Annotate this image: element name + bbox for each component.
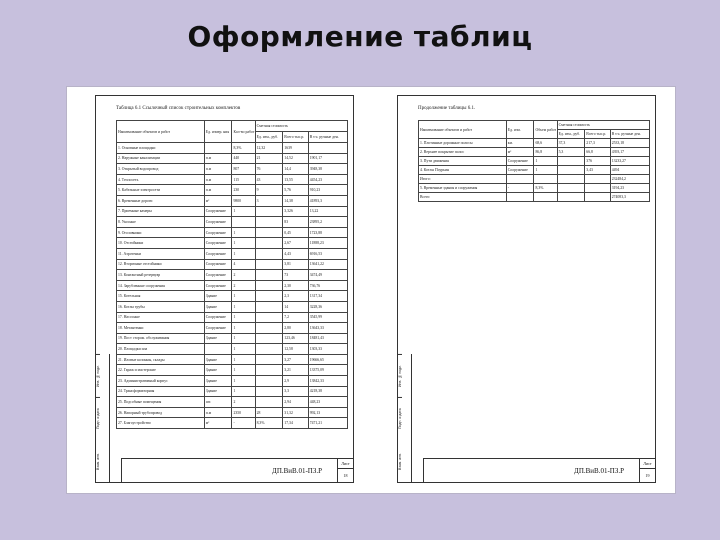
table-cell: [255, 301, 283, 312]
column-subheader: В т.ч. ручные ден.: [610, 130, 649, 139]
table-cell: 232484,2: [610, 175, 649, 184]
sheet-number-box: [639, 459, 655, 482]
table-row: [117, 344, 348, 355]
column-header: Сметная стоимость: [557, 121, 649, 130]
table-cell: 1: [232, 365, 255, 376]
table-cell: [255, 217, 283, 228]
table-cell: 8. Укосные: [117, 217, 205, 228]
table-row: [117, 238, 348, 249]
table-cell: [204, 143, 232, 154]
table-cell: [255, 280, 283, 291]
column-subheader: Ед. изм., руб.: [557, 130, 585, 139]
table-cell: м²: [204, 195, 232, 206]
table-cell: 12. Вторичные отстойники: [117, 259, 205, 270]
table-row: [117, 153, 348, 164]
column-header: Ед. изм.: [506, 121, 534, 139]
table-cell: 1901,17: [308, 153, 347, 164]
table-cell: 41893,3: [308, 195, 347, 206]
table-cell: Итого:: [419, 175, 507, 184]
margin-label: Взам. инв.: [398, 452, 402, 470]
table-cell: 1: [232, 323, 255, 334]
table-row: [117, 418, 348, 429]
table-cell: 23895,2: [308, 217, 347, 228]
table-cell: 4. Котлы Поурьин: [419, 166, 507, 175]
table-cell: 3474,49: [308, 270, 347, 281]
table-cell: [255, 248, 283, 259]
table-row: [117, 270, 348, 281]
table-cell: 1: [232, 291, 255, 302]
table-cell: 8,3%: [232, 143, 255, 154]
table-cell: 13,55: [283, 174, 308, 185]
table-cell: 8,3%: [534, 184, 557, 193]
table-cell: 274083,3: [610, 193, 649, 202]
table-row: [117, 354, 348, 365]
table-header-row: [419, 121, 650, 130]
table-cell: 1: [232, 386, 255, 397]
table-cell: 8,3%: [255, 418, 283, 429]
table-cell: 25. Подсобные помещения: [117, 397, 205, 408]
table-cell: 6916,53: [308, 248, 347, 259]
table-row: [117, 248, 348, 259]
table-cell: 13641,22: [308, 259, 347, 270]
table-cell: 4393,17: [610, 148, 649, 157]
table-row: [419, 148, 650, 157]
table-cell: 17. Насосные: [117, 312, 205, 323]
table-row: [117, 206, 348, 217]
table-cell: 2350: [232, 407, 255, 418]
table-cell: [585, 184, 610, 193]
table-cell: 83: [283, 217, 308, 228]
table-cell: [255, 312, 283, 323]
table-cell: [506, 175, 534, 184]
table-cell: 7. Приемные камеры: [117, 206, 205, 217]
table-cell: 3,43: [585, 166, 610, 175]
table-cell: Здание: [204, 301, 232, 312]
table-cell: [534, 193, 557, 202]
column-subheader: Всего тыс.р.: [585, 130, 610, 139]
table-cell: [255, 270, 283, 281]
title-block: [423, 458, 655, 482]
table-cell: п.м: [204, 153, 232, 164]
table-cell: 26. Напорный трубопровод: [117, 407, 205, 418]
table-cell: 76: [255, 164, 283, 175]
table-row: [419, 175, 650, 184]
table-cell: 66,8: [585, 148, 610, 157]
table-cell: 2: [232, 270, 255, 281]
table-cell: 1: [232, 301, 255, 312]
table-cell: [255, 323, 283, 334]
table-cell: 9: [255, 185, 283, 196]
table-cell: Сооружение: [506, 166, 534, 175]
table-cell: 9800: [232, 195, 255, 206]
table-cell: 9. Оголовники: [117, 227, 205, 238]
table-row: [117, 227, 348, 238]
table-header-row: [117, 121, 348, 132]
table-row: [419, 139, 650, 148]
table-cell: 43: [255, 174, 283, 185]
column-header: Наименование объектов и работ: [419, 121, 507, 139]
table-cell: 807: [232, 164, 255, 175]
table-cell: [232, 217, 255, 228]
column-header: Ед. измер. ния: [204, 121, 232, 143]
table-row: [117, 397, 348, 408]
table-cell: 12,58: [283, 344, 308, 355]
table-row: [419, 157, 650, 166]
table-cell: [557, 184, 585, 193]
table-cell: 19. Пост сторож. обслуживания: [117, 333, 205, 344]
table-cell: 3948,38: [308, 164, 347, 175]
table-cell: 1: [232, 354, 255, 365]
table-cell: 5,3: [557, 148, 585, 157]
table-cell: 3. Открытый водопровод: [117, 164, 205, 175]
table-cell: [255, 227, 283, 238]
table-cell: 31,32: [283, 407, 308, 418]
table-row: [117, 323, 348, 334]
table-cell: 2,67: [283, 238, 308, 249]
table-cell: Здание: [204, 376, 232, 387]
table-cell: -: [506, 184, 534, 193]
table-cell: [255, 259, 283, 270]
table-row: [117, 164, 348, 175]
sheet-number: 19: [645, 473, 650, 478]
table-cell: 217,3: [585, 139, 610, 148]
table-cell: [255, 397, 283, 408]
column-header: Сметная стоимость: [255, 121, 347, 132]
table-cell: [557, 193, 585, 202]
table-cell: 28: [255, 407, 283, 418]
table-cell: 3,3: [283, 386, 308, 397]
table-row: [117, 185, 348, 196]
table-cell: [255, 344, 283, 355]
table-cell: 18. Метантенки: [117, 323, 205, 334]
table-cell: 14,4: [283, 164, 308, 175]
margin-label: Инв. № подл.: [398, 354, 402, 397]
table-cell: 910,23: [308, 185, 347, 196]
table-cell: 21: [255, 153, 283, 164]
table-cell: Сооружение: [204, 227, 232, 238]
table-cell: 6. Временные дороги: [117, 195, 205, 206]
table-row: [117, 291, 348, 302]
table-cell: Всего:: [419, 193, 507, 202]
table-cell: 2,30: [283, 280, 308, 291]
table-cell: шт.: [204, 397, 232, 408]
table-cell: 736,76: [308, 280, 347, 291]
table-cell: [204, 344, 232, 355]
table-cell: 115: [232, 174, 255, 185]
table-cell: км.: [506, 139, 534, 148]
table-cell: Сооружение: [204, 248, 232, 259]
table-cell: 16. Котлы трубы: [117, 301, 205, 312]
sheet-number: 18: [343, 473, 348, 478]
margin-label: Инв. № подл.: [96, 354, 100, 397]
sheet-label: Лист: [338, 459, 353, 469]
column-header: Кол-во работ: [232, 121, 255, 143]
table-cell: 1317,34: [308, 291, 347, 302]
table-cell: [255, 238, 283, 249]
table-cell: [308, 143, 347, 154]
table-row: [117, 143, 348, 154]
table-cell: 2. Наружные канализации: [117, 153, 205, 164]
table-cell: 13. Контактный резервуар: [117, 270, 205, 281]
table-cell: 1. Основные площадки: [117, 143, 205, 154]
table-cell: 1: [232, 227, 255, 238]
table-cell: Сооружение: [204, 280, 232, 291]
table-cell: 1. Плотинные дорожные полосы: [419, 139, 507, 148]
table-cell: 7471,21: [308, 418, 347, 429]
table-cell: 5,76: [283, 185, 308, 196]
table-cell: Здание: [204, 386, 232, 397]
table-cell: Сооружение: [204, 323, 232, 334]
table-cell: Сооружение: [204, 312, 232, 323]
sheet-number-box: [337, 459, 353, 482]
table-row: [117, 259, 348, 270]
table-cell: 12,32: [255, 143, 283, 154]
table-cell: Здание: [204, 291, 232, 302]
table-cell: 4218,38: [308, 386, 347, 397]
table-cell: 3,27: [283, 354, 308, 365]
table-caption: Таблица 6.1 Ссылочный список строительных комплектов: [116, 106, 241, 111]
column-header: Объем работ: [534, 121, 557, 139]
table-cell: 3194,23: [610, 184, 649, 193]
document-code: ДП.ВиВ.01-ПЗ.Р: [272, 466, 322, 475]
table-cell: [255, 333, 283, 344]
table-cell: 1: [232, 376, 255, 387]
table-cell: м²: [506, 148, 534, 157]
table-cell: [255, 386, 283, 397]
right-sheet: [397, 95, 656, 483]
table-cell: 3228,36: [308, 301, 347, 312]
table-cell: Сооружение: [204, 270, 232, 281]
document-board: [66, 86, 676, 494]
table-cell: [255, 291, 283, 302]
table-cell: 24. Трансформаторная: [117, 386, 205, 397]
table-cell: 5. Временные здания и сооружения: [419, 184, 507, 193]
slide-title: Оформление таблиц: [187, 20, 533, 53]
table-row: [419, 193, 650, 202]
table-cell: 1: [232, 344, 255, 355]
table-cell: 1: [232, 238, 255, 249]
table-cell: 21. Иловые колонны, склады: [117, 354, 205, 365]
table-cell: 4: [232, 259, 255, 270]
table-cell: 5. Кабельные электросети: [117, 185, 205, 196]
table-cell: 13842,33: [308, 376, 347, 387]
table-cell: -: [232, 418, 255, 429]
table-cell: 3545,99: [308, 312, 347, 323]
table-cell: 3. Пути движения: [419, 157, 507, 166]
table-cell: 13643,33: [308, 323, 347, 334]
table-cell: [585, 175, 610, 184]
table-cell: 86,8: [534, 148, 557, 157]
table-cell: Сооружение: [204, 259, 232, 270]
table-cell: 1: [534, 157, 557, 166]
table-cell: п.м: [204, 407, 232, 418]
right-table: [418, 120, 650, 202]
table-cell: 15. Котельная: [117, 291, 205, 302]
table-cell: 3,326: [283, 206, 308, 217]
table-cell: 14,38: [283, 195, 308, 206]
table-cell: Сооружение: [204, 206, 232, 217]
table-cell: 14,52: [283, 153, 308, 164]
table-row: [117, 301, 348, 312]
table-cell: [557, 166, 585, 175]
table-row: [117, 195, 348, 206]
table-cell: [255, 206, 283, 217]
table-cell: 1723,88: [308, 227, 347, 238]
table-cell: 2533,18: [610, 139, 649, 148]
table-cell: 0,45: [283, 227, 308, 238]
table-cell: 376: [585, 157, 610, 166]
table-cell: Сооружение: [506, 157, 534, 166]
margin-label: Подп. и дата: [96, 397, 100, 440]
table-cell: Здание: [204, 333, 232, 344]
table-cell: 7,2: [283, 312, 308, 323]
table-cell: п.м: [204, 185, 232, 196]
table-cell: 1: [232, 206, 255, 217]
table-cell: 27. Благоустройство: [117, 418, 205, 429]
table-cell: [255, 354, 283, 365]
table-cell: 68,6: [534, 139, 557, 148]
table-cell: п.м: [204, 174, 232, 185]
table-cell: 4,43: [283, 248, 308, 259]
left-table: [116, 120, 348, 429]
column-header: Наименование объектов и работ: [117, 121, 205, 143]
table-cell: 13,22: [308, 206, 347, 217]
table-cell: [557, 157, 585, 166]
table-cell: 440: [232, 153, 255, 164]
table-row: [419, 184, 650, 193]
table-cell: [255, 365, 283, 376]
sheet-label: Лист: [640, 459, 655, 469]
table-cell: 448,23: [308, 397, 347, 408]
table-cell: 1: [232, 333, 255, 344]
right-margin-strip: [398, 354, 412, 483]
table-cell: 23. Административный корпус: [117, 376, 205, 387]
table-cell: 4. Теплосеть: [117, 174, 205, 185]
table-cell: 13375,09: [308, 365, 347, 376]
column-subheader: Ед. изм., руб.: [255, 132, 283, 143]
table-row: [117, 407, 348, 418]
table-cell: 992,13: [308, 407, 347, 418]
table-cell: 37,3: [557, 139, 585, 148]
table-cell: 4454,23: [308, 174, 347, 185]
document-code: ДП.ВиВ.01-ПЗ.Р: [574, 466, 624, 475]
table-cell: 19666,65: [308, 354, 347, 365]
table-cell: 1: [232, 248, 255, 259]
column-subheader: В т.ч. ручные ден.: [308, 132, 347, 143]
table-cell: 3,21: [283, 365, 308, 376]
table-cell: [557, 175, 585, 184]
table-row: [117, 312, 348, 323]
table-cell: 2,80: [283, 323, 308, 334]
table-row: [117, 280, 348, 291]
table-cell: 18481,43: [308, 333, 347, 344]
table-cell: 230: [232, 185, 255, 196]
table-cell: 13233,27: [610, 157, 649, 166]
table-row: [117, 174, 348, 185]
table-cell: 3: [255, 195, 283, 206]
column-subheader: Всего тыс.р.: [283, 132, 308, 143]
table-cell: 1: [232, 312, 255, 323]
table-row: [117, 365, 348, 376]
table-cell: п.м: [204, 164, 232, 175]
table-cell: 2: [232, 397, 255, 408]
table-cell: 1639: [283, 143, 308, 154]
left-sheet: [95, 95, 354, 483]
table-caption: Продолжение таблицы 6.1.: [418, 106, 476, 111]
table-row: [117, 333, 348, 344]
table-cell: Здание: [204, 365, 232, 376]
table-row: [117, 217, 348, 228]
table-cell: м²: [204, 418, 232, 429]
table-cell: 2. Верхнее покрытие полос: [419, 148, 507, 157]
table-cell: 2,9: [283, 376, 308, 387]
table-cell: 1: [534, 166, 557, 175]
table-cell: 2: [232, 280, 255, 291]
margin-label: Подп. и дата: [398, 397, 402, 440]
table-cell: [585, 193, 610, 202]
margin-label: Взам. инв.: [96, 452, 100, 470]
table-cell: [255, 376, 283, 387]
table-cell: 14. Зарубленные сооружения: [117, 280, 205, 291]
table-cell: 3,81: [283, 259, 308, 270]
table-cell: 4494: [610, 166, 649, 175]
table-row: [117, 376, 348, 387]
table-cell: 20. Площадки ила: [117, 344, 205, 355]
table-cell: 17,34: [283, 418, 308, 429]
table-cell: 2,3: [283, 291, 308, 302]
table-cell: Сооружение: [204, 238, 232, 249]
table-cell: 1303,33: [308, 344, 347, 355]
table-cell: 11. Аэротенки: [117, 248, 205, 259]
table-cell: 10. Отстойники: [117, 238, 205, 249]
table-cell: 2,94: [283, 397, 308, 408]
left-margin-strip: [96, 354, 110, 483]
table-cell: Здание: [204, 354, 232, 365]
table-cell: 11888,23: [308, 238, 347, 249]
table-cell: [534, 175, 557, 184]
table-cell: 73: [283, 270, 308, 281]
table-row: [117, 386, 348, 397]
table-cell: [506, 193, 534, 202]
table-cell: 22. Гараж и мастерские: [117, 365, 205, 376]
table-cell: Сооружение: [204, 217, 232, 228]
title-block: [121, 458, 353, 482]
table-row: [419, 166, 650, 175]
table-cell: 123,46: [283, 333, 308, 344]
table-cell: 14: [283, 301, 308, 312]
